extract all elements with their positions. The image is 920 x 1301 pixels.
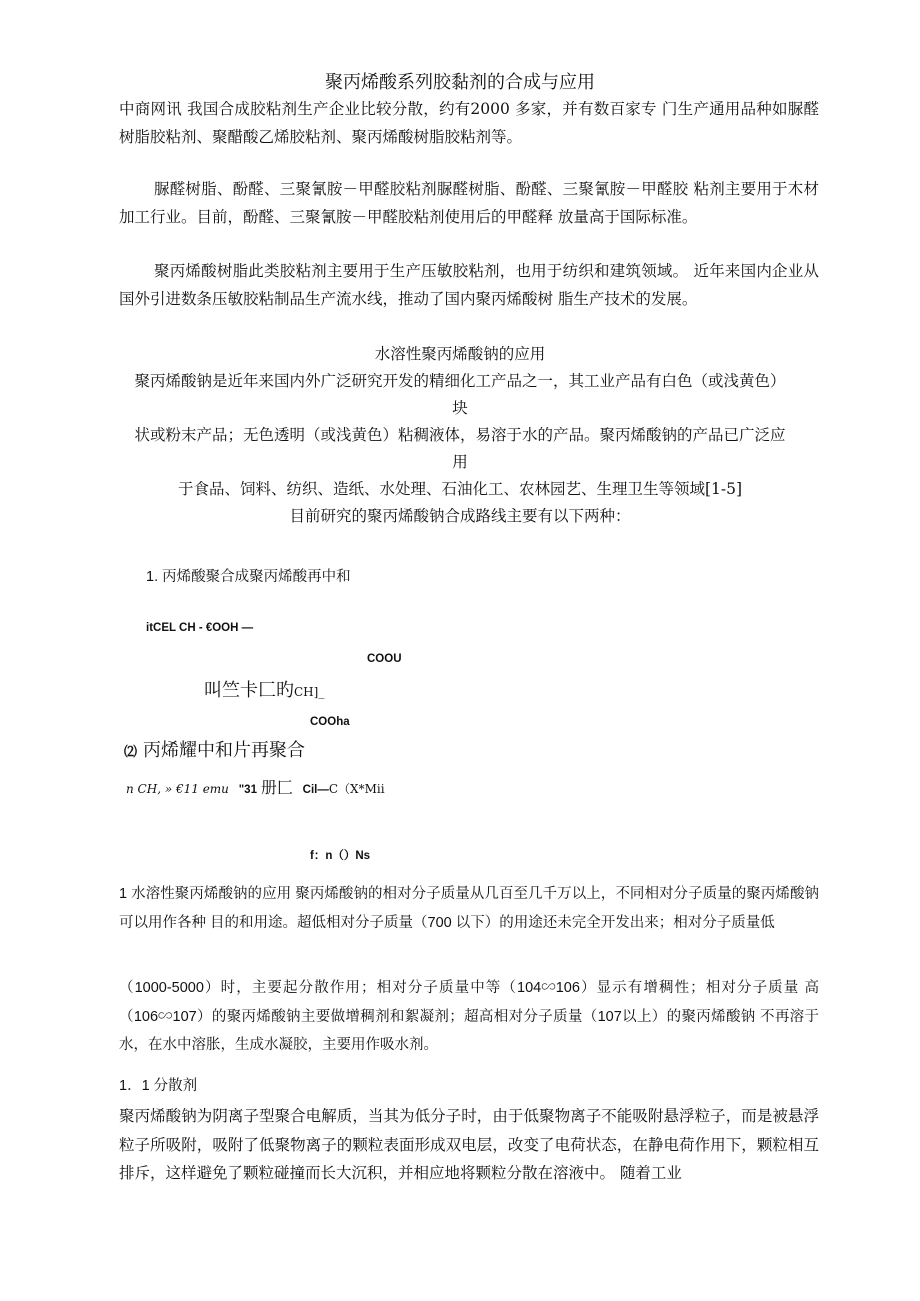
center-line: 用 (452, 453, 468, 471)
formula-line (204, 676, 324, 702)
formula-part: C（X*Mii (328, 782, 385, 796)
formula-line (126, 775, 385, 798)
intro-paragraph: 中商网讯 我国合成胶粘剂生产企业比较分散，约有2000 多家，并有数百家专 门生产通用品种如脲醛树脂胶粘剂、聚醋酸乙烯胶粘剂、聚丙烯酸树脂胶粘剂等。 (119, 100, 819, 146)
formula-part: Cil— (302, 784, 329, 796)
molecular-weight-range-paragraph: （1000-5000）时，主要起分散作用；相对分子质量中等（104∽106）显示有增稠性；相对分子质量 高（106∽107）的聚丙烯酸钠主要做增稠剂和絮凝剂；超高相对分子质量（107以上）的聚丙烯酸钠 不再溶于水，在水中溶胀，生成水凝胶，主要用作吸水剂。 (119, 980, 819, 1053)
formula-line: COOU (367, 653, 402, 665)
route-2-number: ⑵ (124, 744, 138, 759)
center-line: 状或粉末产品；无色透明（或浅黄色）粘稠液体，易溶于水的产品。聚丙烯酸钠的产品已广泛应 (134, 426, 786, 444)
formula-line: COOha (310, 716, 350, 728)
document-title: 聚丙烯酸系列胶黏剂的合成与应用 (325, 72, 595, 93)
center-line: 聚丙烯酸钠是近年来国内外广泛研究开发的精细化工产品之一，其工业产品有白色（或浅黄色） (134, 372, 786, 390)
formula-glyphs: 叫竺卡匚旳 (204, 680, 294, 701)
urea-resin-paragraph: 脲醛树脂、酚醛、三聚氰胺－甲醛胶粘剂脲醛树脂、酚醛、三聚氰胺－甲醛胶 粘剂主要用于木材加工行业。目前，酚醛、三聚氰胺－甲醛胶粘剂使用后的甲醛释 放量高于国际标准。 (119, 180, 819, 226)
sub-heading: 1．1 分散剂 (119, 1078, 198, 1094)
center-line: 目前研究的聚丙烯酸钠合成路线主要有以下两种： (289, 507, 631, 525)
center-line: 于食品、饲料、纺织、造纸、水处理、石油化工、农林园艺、生理卫生等领域[1-5] (177, 480, 743, 498)
molecular-weight-paragraph: 1 水溶性聚丙烯酸钠的应用 聚丙烯酸钠的相对分子质量从几百至几千万以上，不同相对分子质量的聚丙烯酸钠可以用作各种 目的和用途。超低相对分子质量（700 以下）的用途还未完全开发出来；相对分子质量低 (119, 886, 819, 931)
formula-subscript: CH]_ (294, 685, 325, 699)
route-1-heading: 1. 丙烯酸聚合成聚丙烯酸再中和 (146, 569, 351, 585)
formula-part: "31 (238, 784, 257, 796)
formula-part: 册匚 (260, 778, 293, 797)
formula-line: f：n（）Ns (310, 850, 371, 862)
center-line: 块 (452, 399, 468, 417)
section-title: 水溶性聚丙烯酸钠的应用 (374, 345, 546, 363)
formula-part: n CH, » €11 emu (126, 782, 229, 796)
dispersant-paragraph: 聚丙烯酸钠为阴离子型聚合电解质，当其为低分子时，由于低聚物离子不能吸附悬浮粒子，而是被悬浮粒子所吸附，吸附了低聚物离子的颗粒表面形成双电层，改变了电荷状态，在静电荷作用下，颗粒相互排斥，这样避免了颗粒碰撞而长大沉积，并相应地将颗粒分散在溶液中。 随着工业 (119, 1107, 819, 1182)
route-2-text: 丙烯耀中和片再聚合 (143, 740, 306, 761)
route-2-heading (124, 736, 305, 762)
formula-line: itCEL CH - €OOH — (146, 622, 254, 634)
acrylic-resin-paragraph: 聚丙烯酸树脂此类胶粘剂主要用于生产压敏胶粘剂，也用于纺织和建筑领域。 近年来国内企业从国外引进数条压敏胶粘制品生产流水线，推动了国内聚丙烯酸树 脂生产技术的发展。 (119, 262, 819, 308)
